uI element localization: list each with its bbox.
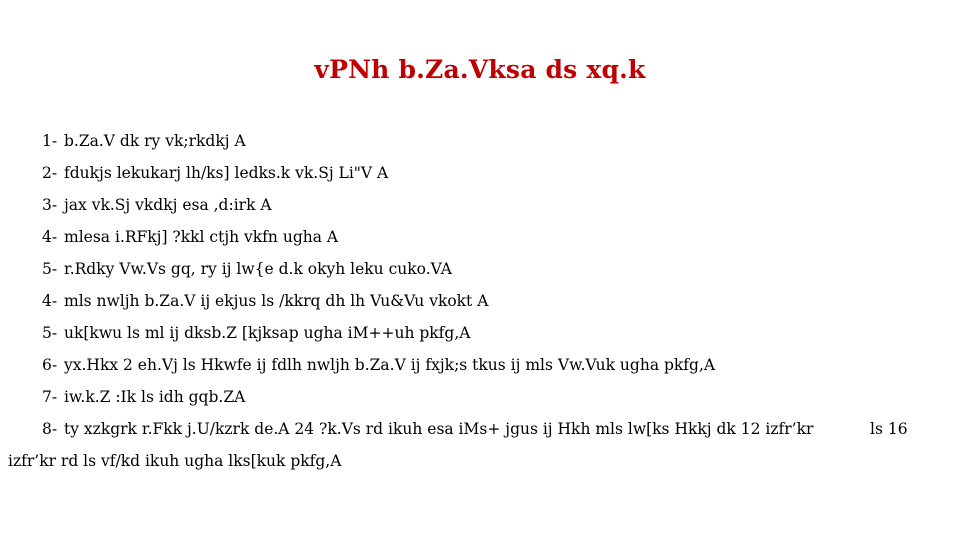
list-item xyxy=(0,349,960,381)
item-text: iw.k.Z :Ik ls idh gqb.ZA xyxy=(64,388,246,406)
item-number: 4- xyxy=(42,228,58,246)
list-item xyxy=(0,157,960,189)
list-item xyxy=(0,413,960,477)
item-number: 2- xyxy=(42,164,58,182)
list-item xyxy=(0,381,960,413)
item-text: uk[kwu ls ml ij dksb.Z [kjksap ugha iM++uh pkfg,A xyxy=(64,324,471,342)
property-list xyxy=(0,125,960,477)
item-number: 1- xyxy=(42,132,58,150)
item-text: b.Za.V dk ry vk;rkdkj A xyxy=(64,132,246,150)
item-text: jax vk.Sj vkdkj esa ,d:irk A xyxy=(64,196,272,214)
item-text: r.Rdky Vw.Vs gq, ry ij lw{e d.k okyh leku cuko.VA xyxy=(64,260,452,278)
list-item xyxy=(0,285,960,317)
item-text-trailing: ls 16 xyxy=(870,420,908,438)
item-text-continuation: izfr’kr rd ls vf/kd ikuh ugha lks[kuk pkfg,A xyxy=(8,452,342,470)
item-text: yx.Hkx 2 eh.Vj ls Hkwfe ij fdlh nwljh b.Za.V ij fxjk;s tkus ij mls Vw.Vuk ugha pkfg,A xyxy=(64,356,716,374)
list-item xyxy=(0,253,960,285)
item-number: 8- xyxy=(42,420,58,438)
item-number: 5- xyxy=(42,260,58,278)
item-text: mls nwljh b.Za.V ij ekjus ls /kkrq dh lh Vu&Vu vkokt A xyxy=(64,292,489,310)
item-number: 6- xyxy=(42,356,58,374)
page-title: vPNh b.Za.Vksa ds xq.k xyxy=(314,55,646,84)
list-item xyxy=(0,221,960,253)
item-text: ty xzkgrk r.Fkk j.U/kzrk de.A 24 ?k.Vs rd ikuh esa iMs+ jgus ij Hkh mls lw[ks Hkkj dk 12 izfr’kr xyxy=(64,420,814,438)
list-item xyxy=(0,125,960,157)
item-number: 7- xyxy=(42,388,58,406)
item-text: fdukjs lekukarj lh/ks] ledks.k vk.Sj Li"V A xyxy=(64,164,389,182)
item-number: 3- xyxy=(42,196,58,214)
list-item xyxy=(0,317,960,349)
list-item xyxy=(0,189,960,221)
item-number: 5- xyxy=(42,324,58,342)
item-text: mlesa i.RFkj] ?kkl ctjh vkfn ugha A xyxy=(64,228,339,246)
item-number: 4- xyxy=(42,292,58,310)
